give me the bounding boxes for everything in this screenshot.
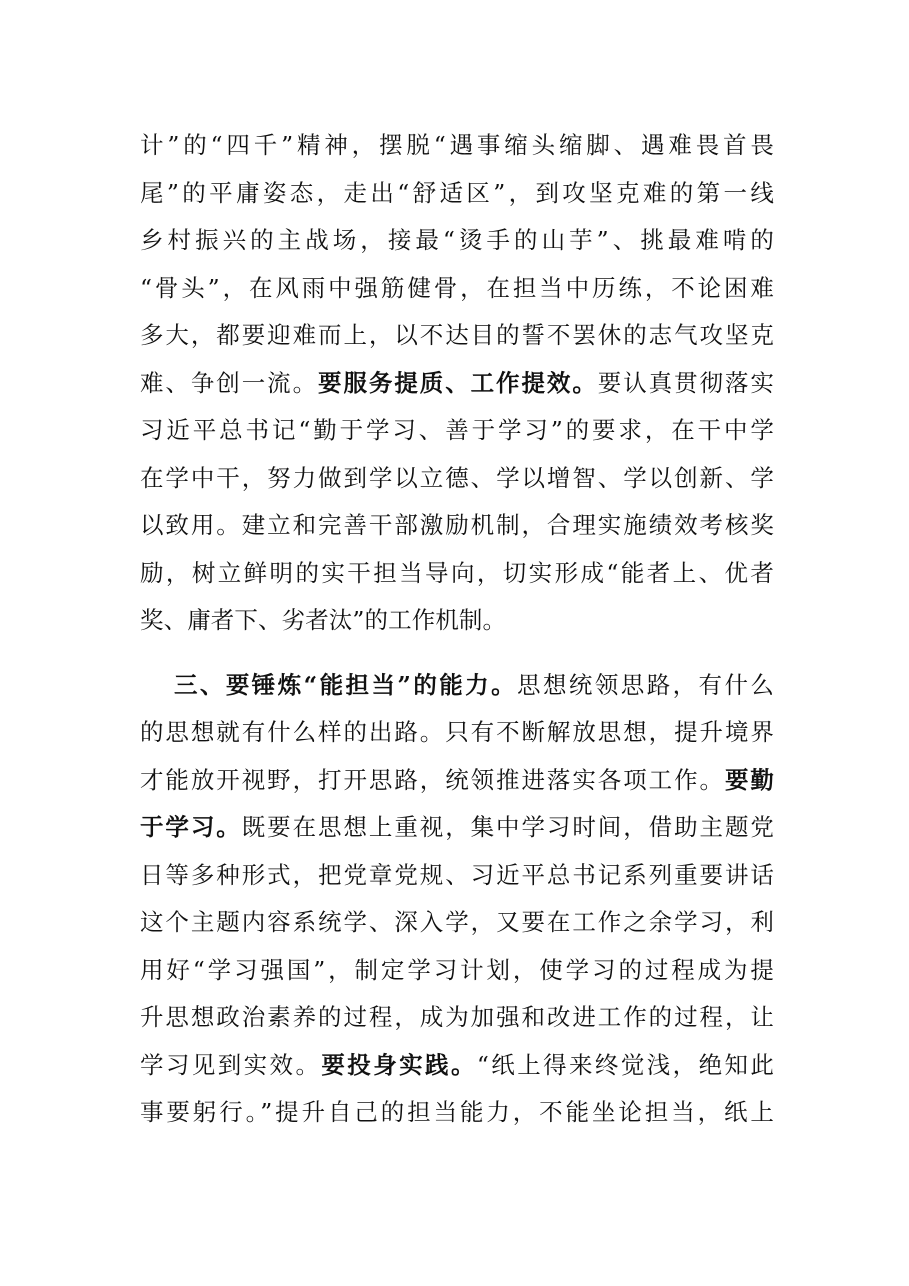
- paragraph-1: [140, 122, 774, 645]
- body-text: [140, 122, 774, 1137]
- bold-heading: 要服务提质、工作提效。: [318, 368, 598, 397]
- text-run: 要认真贯彻落实: [597, 368, 774, 397]
- text-line: 计”的“四千”精神，摆脱“遇事缩头缩脚、遇难畏首畏: [140, 131, 774, 159]
- bold-heading: 要勤: [724, 765, 774, 794]
- text-line: 用好“学习强国”，制定学习计划，使学习的过程成为提: [140, 955, 774, 984]
- text-line: 以致用。建立和完善干部激励机制，合理实施绩效考核奖: [140, 511, 774, 539]
- text-line: “骨头”，在风雨中强筋健骨，在担当中历练，不论困难: [140, 273, 774, 302]
- text-line: 励，树立鲜明的实干担当导向，切实形成“能者上、优者: [140, 558, 774, 587]
- paragraph-gap: [140, 645, 774, 662]
- text-line: [140, 1042, 774, 1090]
- text-run: “纸上得来终觉浅，绝知此: [476, 1050, 774, 1079]
- text-line: 习近平总书记“勤于学习、善于学习”的要求，在干中学: [140, 416, 774, 444]
- paragraph-2: [140, 662, 774, 1137]
- text-run: 学习见到实效。: [140, 1050, 322, 1079]
- text-line: 事要躬行。”提升自己的担当能力，不能坐论担当，纸上: [140, 1098, 774, 1126]
- text-line: 奖、庸者下、劣者汰”的工作机制。: [140, 606, 507, 634]
- text-run: 难、争创一流。: [140, 368, 319, 397]
- text-line: [140, 360, 774, 408]
- text-run: 才能放开视野，打开思路，统领推进落实各项工作。: [140, 765, 725, 794]
- text-line: 尾”的平庸姿态，走出“舒适区”，到攻坚克难的第一线: [140, 178, 774, 207]
- text-line: 的思想就有什么样的出路。只有不断解放思想，提升境界: [140, 718, 774, 746]
- text-line: 日等多种形式，把党章党规、习近平总书记系列重要讲话: [140, 860, 774, 889]
- text-line: 乡村振兴的主战场，接最“烫手的山芋”、挑最难啃的: [140, 226, 774, 254]
- bold-heading: 于学习。: [140, 813, 242, 841]
- text-run: 思想统领思路，有什么: [517, 670, 775, 699]
- text-line: 升思想政治素养的过程，成为加强和改进工作的过程，让: [140, 1003, 774, 1031]
- bold-heading: 要投身实践。: [321, 1050, 477, 1079]
- text-line: [140, 757, 774, 805]
- text-run: 既要在思想上重视，集中学习时间，借助主题党: [241, 813, 774, 841]
- section-heading: 三、要锤炼“能担当”的能力。: [174, 670, 518, 699]
- text-line: 多大，都要迎难而上，以不达目的誓不罢休的志气攻坚克: [140, 321, 774, 349]
- text-line: [140, 662, 774, 710]
- text-line: 在学中干，努力做到学以立德、学以增智、学以创新、学: [140, 463, 774, 492]
- text-line: [140, 804, 774, 852]
- text-line: 这个主题内容系统学、深入学，又要在工作之余学习，利: [140, 908, 774, 936]
